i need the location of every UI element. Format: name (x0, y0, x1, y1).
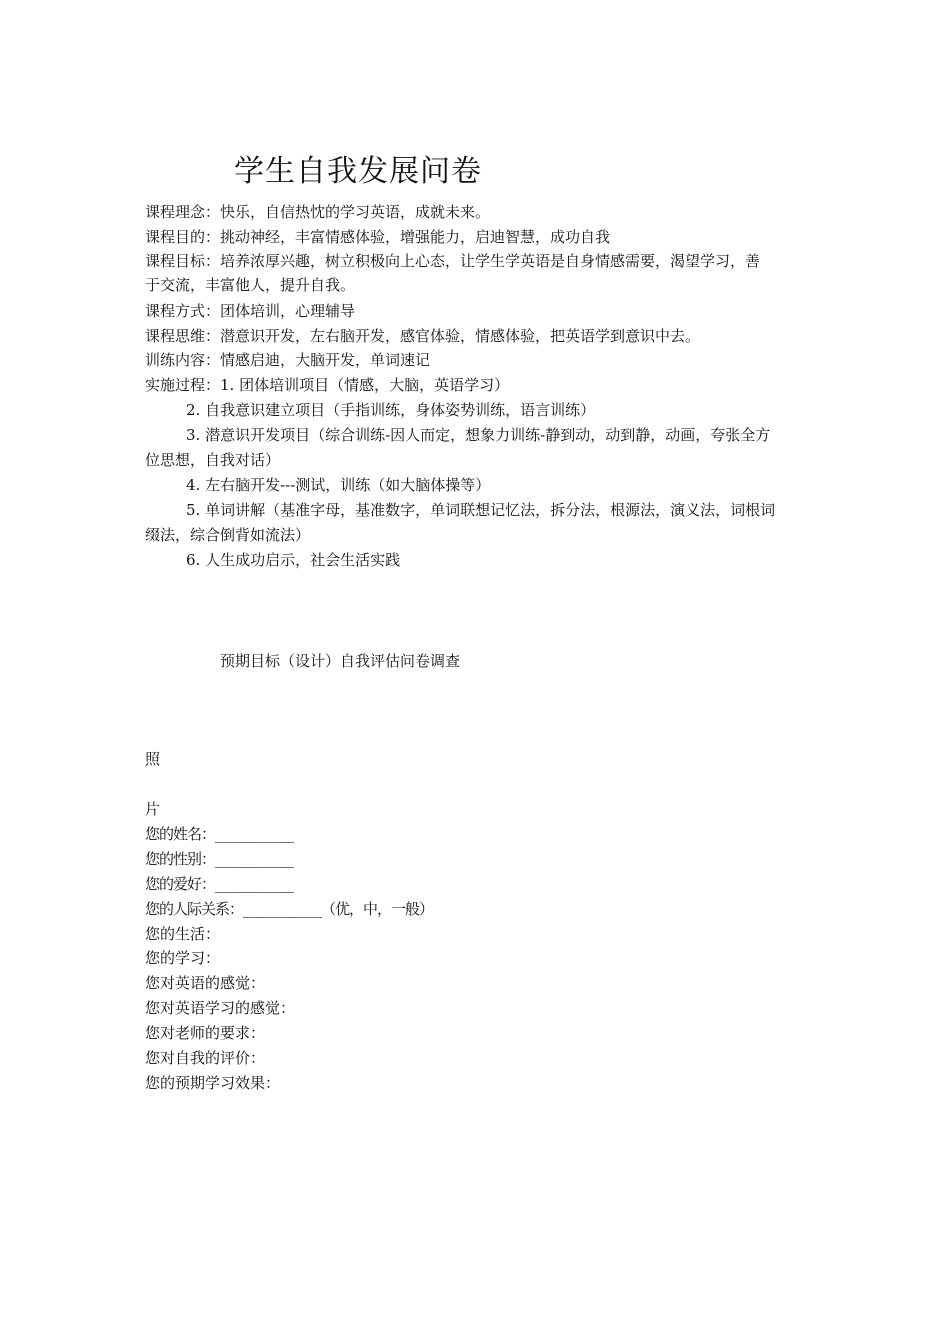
teacher-requirement-field[interactable]: 您对老师的要求： (145, 1024, 266, 1042)
relationship-field[interactable]: 您的人际关系：____________（优，中，一般） (145, 900, 434, 918)
step-5-cont: 缀法，综合倒背如流法） (145, 526, 311, 544)
course-purpose: 课程目的：挑动神经，丰富情感体验，增强能力，启迪智慧，成功自我 (145, 228, 611, 246)
photo-label-2: 片 (145, 800, 161, 818)
survey-title: 预期目标（设计）自我评估问卷调查 (220, 652, 461, 670)
page-title: 学生自我发展问卷 (234, 154, 482, 189)
step-4: 4. 左右脑开发---测试，训练（如大脑体操等） (186, 476, 491, 494)
course-goal: 课程目标：培养浓厚兴趣，树立积极向上心态，让学生学英语是自身情感需要，渴望学习，善 (145, 252, 761, 270)
study-field[interactable]: 您的学习： (145, 949, 221, 967)
step-5: 5. 单词讲解（基准字母，基准数字，单词联想记忆法，拆分法，根源法，演义法，词根词 (186, 501, 776, 519)
english-learning-feeling-field[interactable]: 您对英语学习的感觉： (145, 999, 296, 1017)
course-method: 课程方式：团体培训，心理辅导 (145, 302, 356, 320)
hobby-field[interactable]: 您的爱好：____________ (145, 875, 294, 893)
life-field[interactable]: 您的生活： (145, 925, 221, 943)
step-3: 3. 潜意识开发项目（综合训练-因人而定，想象力训练-静到动，动到静，动画，夸张全方 (186, 426, 771, 444)
step-3-cont: 位思想，自我对话） (145, 451, 281, 469)
step-6: 6. 人生成功启示，社会生活实践 (186, 551, 401, 569)
implementation-process: 实施过程：1. 团体培训项目（情感，大脑，英语学习） (145, 376, 510, 394)
training-content: 训练内容：情感启迪，大脑开发，单词速记 (145, 351, 431, 369)
name-field[interactable]: 您的姓名：____________ (145, 825, 294, 843)
self-evaluation-field[interactable]: 您对自我的评价： (145, 1049, 266, 1067)
step-2: 2. 自我意识建立项目（手指训练，身体姿势训练，语言训练） (186, 401, 596, 419)
english-feeling-field[interactable]: 您对英语的感觉： (145, 974, 266, 992)
expected-effect-field[interactable]: 您的预期学习效果： (145, 1074, 281, 1092)
photo-label-1: 照 (145, 750, 161, 768)
course-goal-cont: 于交流，丰富他人，提升自我。 (145, 276, 356, 294)
course-concept: 课程理念：快乐，自信热忱的学习英语，成就未来。 (145, 203, 491, 221)
gender-field[interactable]: 您的性别：____________ (145, 850, 294, 868)
course-thinking: 课程思维：潜意识开发，左右脑开发，感官体验，情感体验，把英语学到意识中去。 (145, 327, 701, 345)
